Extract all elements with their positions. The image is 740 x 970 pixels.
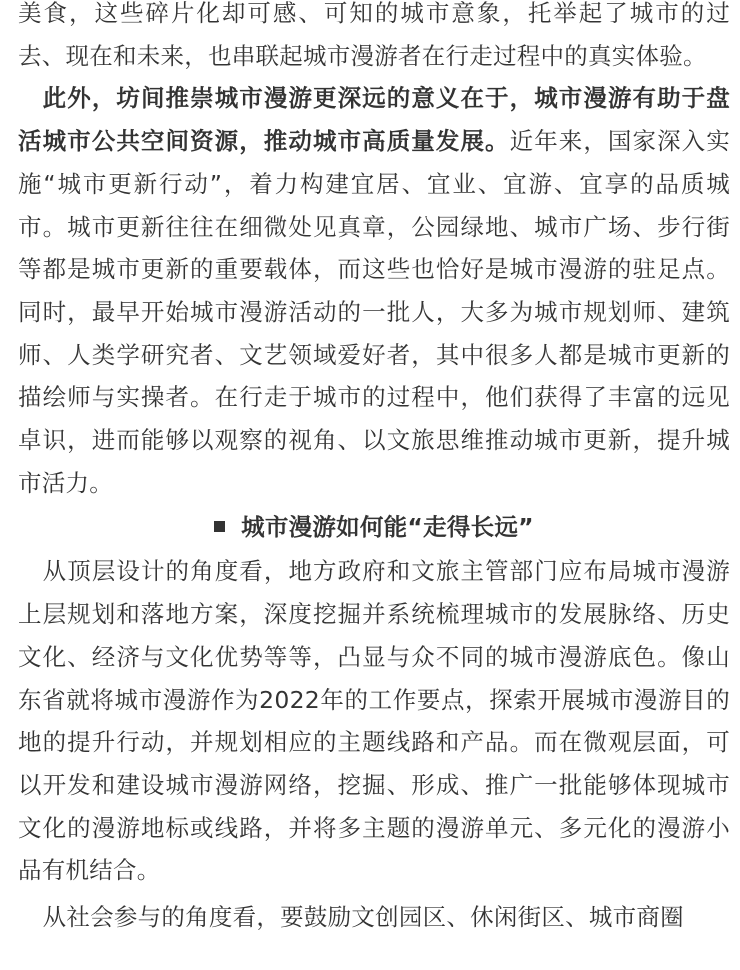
section-heading bbox=[18, 504, 730, 550]
paragraph-significance-bold: 此外，坊间推崇城市漫游更深远的意义在于，城市漫游有助于盘活城市公共空间资源，推动城市高质量发展。 bbox=[18, 84, 730, 156]
paragraph-social-participation: 从社会参与的角度看，要鼓励文创园区、休闲街区、城市商圈 bbox=[42, 903, 684, 932]
section-heading-text: 城市漫游如何能“走得长远” bbox=[241, 513, 534, 542]
paragraph-top-level-design: 从顶层设计的角度看，地方政府和文旅主管部门应布局城市漫游上层规划和落地方案，深度挖掘并系统梳理城市的发展脉络、历史文化、经济与文化优势等等，凸显与众不同的城市漫游底色。像山东省就将城市漫游作为2022年的工作要点，探索开展城市漫游目的地的提升行动，并规划相应的主题线路和产品。而在微观层面，可以开发和建设城市漫游网络，挖掘、形成、推广一批能够体现城市文化的漫游地标或线路，并将多主题的漫游单元、多元化的漫游小品有机结合。 bbox=[18, 557, 730, 885]
article-body bbox=[18, 0, 730, 939]
paragraph-intro-tail: 美食，这些碎片化却可感、可知的城市意象，托举起了城市的过去、现在和未来，也串联起城市漫游者在行走过程中的真实体验。 bbox=[18, 0, 730, 70]
paragraph-significance-text: 近年来，国家深入实施“城市更新行动”，着力构建宜居、宜业、宜游、宜享的品质城市。城市更新往往在细微处见真章，公园绿地、城市广场、步行街等都是城市更新的重要载体，而这些也恰好是城市漫游的驻足点。同时，最早开始城市漫游活动的一批人，大多为城市规划师、建筑师、人类学研究者、文艺领域爱好者，其中很多人都是城市更新的描绘师与实操者。在行走于城市的过程中，他们获得了丰富的远见卓识，进而能够以观察的视角、以文旅思维推动城市更新，提升城市活力。 bbox=[18, 127, 731, 497]
paragraph-significance bbox=[18, 77, 730, 504]
square-bullet-icon bbox=[214, 521, 225, 532]
